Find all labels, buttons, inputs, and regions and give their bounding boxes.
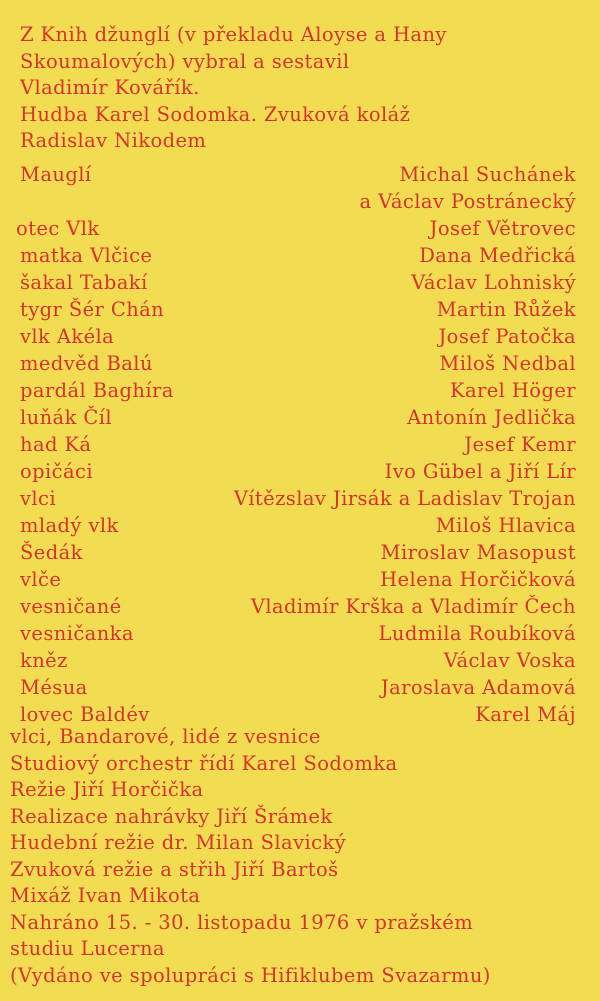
cast-role: medvěd Balú: [20, 352, 153, 375]
credits-line: Režie Jiří Horčička: [10, 778, 204, 801]
cast-actor: Ludmila Roubíková: [378, 622, 576, 645]
cast-row: [12, 406, 576, 433]
cast-actor: Miroslav Masopust: [380, 541, 576, 564]
cast-row: [12, 676, 576, 703]
cast-role: pardál Baghíra: [20, 379, 174, 402]
cast-role: Mésua: [20, 676, 88, 699]
credits-line: Hudební režie dr. Milan Slavický: [10, 831, 347, 854]
cast-actor: Martin Růžek: [436, 298, 576, 321]
cast-actor: Miloš Nedbal: [439, 352, 576, 375]
cast-actor: Josef Větrovec: [429, 217, 576, 240]
intro-line: Vladimír Kovářík.: [20, 76, 200, 99]
cast-actor: Antonín Jedlička: [407, 406, 576, 429]
cast-actor: Vladimír Krška a Vladimír Čech: [250, 595, 576, 618]
cast-role: vlk Akéla: [20, 325, 115, 348]
cast-row: [12, 487, 576, 514]
intro-line: Hudba Karel Sodomka. Zvuková koláž: [20, 102, 411, 126]
cast-role: luňák Číl: [20, 406, 112, 429]
cast-role: Šedák: [20, 541, 83, 564]
cast-row: [12, 379, 576, 406]
credits-line: vlci, Bandarové, lidé z vesnice: [10, 725, 321, 748]
credits-block: [10, 724, 491, 989]
intro-line: Skoumalových) vybral a sestavil: [20, 49, 350, 73]
cast-actor: Michal Suchánek: [399, 163, 576, 186]
cast-actor: Václav Lohniský: [411, 271, 576, 294]
cast-role: vlče: [20, 568, 62, 591]
cast-row: [12, 190, 576, 217]
cast-role: vlci: [20, 487, 57, 510]
cast-row: [12, 325, 576, 352]
cast-role: mladý vlk: [20, 514, 119, 537]
cast-row: [12, 460, 576, 487]
cast-row: [12, 298, 576, 325]
cast-row: [12, 568, 576, 595]
credits-line: Studiový orchestr řídí Karel Sodomka: [10, 751, 398, 775]
credits-line: studiu Lucerna: [10, 937, 165, 960]
cast-actor: Jaroslava Adamová: [380, 676, 576, 699]
intro-line: Z Knih džunglí (v překladu Aloyse a Hany: [20, 23, 447, 46]
cast-actor: a Václav Postránecký: [359, 190, 576, 213]
cast-row: [12, 163, 576, 190]
cast-role: vesničanka: [20, 622, 134, 645]
cast-role: matka Vlčice: [20, 244, 153, 267]
cast-role: Mauglí: [20, 163, 92, 186]
cast-role: šakal Tabakí: [20, 271, 148, 294]
cast-row: [12, 217, 576, 244]
cast-list: [12, 163, 576, 730]
credits-line: Mixáž Ivan Mikota: [10, 884, 201, 907]
credits-line: Zvuková režie a střih Jiří Bartoš: [10, 857, 339, 881]
cast-row: [12, 352, 576, 379]
cast-actor: Miloš Hlavica: [435, 514, 576, 537]
intro-line: Radislav Nikodem: [20, 129, 207, 152]
cast-actor: Josef Patočka: [438, 325, 576, 348]
cast-role: had Ká: [20, 433, 92, 456]
cast-actor: Ivo Gübel a Jiří Lír: [384, 460, 576, 483]
cast-actor: Vítězslav Jirsák a Ladislav Trojan: [233, 487, 576, 510]
cast-role: lovec Baldév: [20, 703, 150, 726]
cast-actor: Václav Voska: [443, 649, 576, 672]
credits-line: Realizace nahrávky Jiří Šrámek: [10, 804, 333, 828]
cast-actor: Dana Medřická: [419, 244, 576, 267]
cast-row: [12, 244, 576, 271]
cast-row: [12, 541, 576, 568]
intro-block: [20, 22, 447, 155]
cast-actor: Jesef Kemr: [464, 433, 576, 456]
credits-line: Nahráno 15. - 30. listopadu 1976 v pražském: [10, 910, 474, 934]
cast-row: [12, 433, 576, 460]
cast-actor: Karel Máj: [475, 703, 576, 726]
cast-role: otec Vlk: [16, 217, 100, 240]
credits-line: (Vydáno ve spolupráci s Hifiklubem Svazarmu): [10, 963, 491, 987]
cast-row: [12, 514, 576, 541]
cast-row: [12, 271, 576, 298]
cast-actor: Karel Höger: [450, 379, 576, 402]
cast-role: kněz: [20, 649, 68, 672]
cast-row: [12, 622, 576, 649]
cast-row: [12, 595, 576, 622]
cast-role: opičáci: [20, 460, 93, 483]
cast-actor: Helena Horčičková: [380, 568, 576, 591]
cast-role: vesničané: [20, 595, 122, 618]
cast-role: tygr Šér Chán: [20, 298, 165, 321]
cast-row: [12, 649, 576, 676]
